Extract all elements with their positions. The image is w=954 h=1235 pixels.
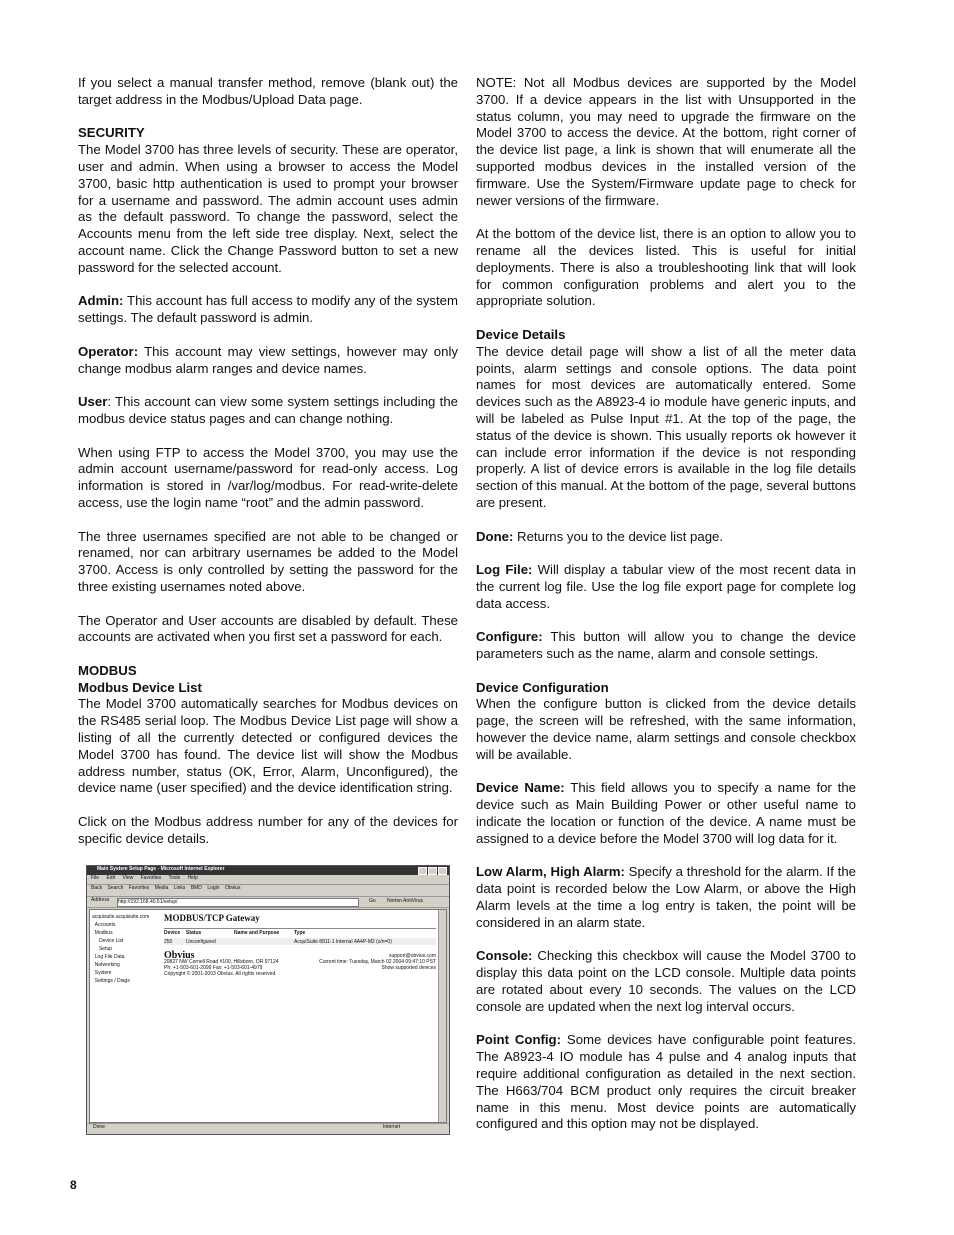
term-text: This field allows you to specify a name for the device such as Main Building Power or other useful name to indicate the location or function of the device. A name must be assigned to a device before the Model 3700 will log data for it. [476,780,857,846]
term-label: Log File: [476,562,533,578]
window-title: Main System Setup Page - Microsoft Internet Explorer [97,866,225,872]
obvius-logo: Obvius [164,950,195,961]
menu-item: Favorites [140,875,162,881]
toolbar-item: Obvius [224,885,241,891]
paragraph: The Operator and User accounts are disabled by default. These accounts are activated when you first set a password for each. [78,612,458,645]
address-line: 20827 NW Cornell Road #100, Hillsboro, OR 97124 [164,959,279,965]
menu-bar [87,875,449,885]
term-label: Device Name: [476,780,565,796]
menu-item: File [91,875,100,881]
logfile-paragraph [476,562,856,612]
device-details-heading: Device Details [476,326,566,342]
paragraph: The Model 3700 automatically searches for Modbus devices on the RS485 serial loop. The Modbus Device List page will show a listing of all the currently detected or configured devices the Model 3700 has found. The device list will show the Modbus address number, status (OK, Error, Alarm, Unconfigured), the device name (user specified) and the device identification string. [78,696,458,796]
toolbar-item: Login [207,885,220,891]
row-device: 250 [164,939,173,945]
toolbar-item: Links [173,885,186,891]
right-column [476,75,856,1150]
window-buttons [417,867,447,877]
menu-item: Help [187,875,198,881]
term-text: This account may view settings, however may only change modbus alarm ranges and device names. [78,343,458,376]
page-number: 8 [70,1178,77,1192]
tree-item: Setup [98,946,113,952]
paragraph: When using FTP to access the Model 3700, you may use the admin account username/password for read-only access. Log information is stored in /var/log/modbus. For read-write-delete access, use the login name “root” and the admin password. [78,444,458,510]
alarm-paragraph [476,864,856,931]
left-column [78,75,458,864]
paragraph: The device detail page will show a list of all the meter data points, alarm settings and console options. The data point names for most devices are automatically entered. Some devices such as the A8923-4 io module have generic inputs, and will be labeled as Pulse Input #1. At the top of the page, the status of the device is shown. This usually reports ok however it can include error information if the device is not responding properly. A list of device errors is available in the log file details section of this manual. At the bottom of the page, several buttons are present. [476,343,856,510]
security-heading: SECURITY [78,125,145,141]
term-text: Will display a tabular view of the most recent data in the current log file. Use the log file export page for complete log data access. [476,562,856,611]
status-bar [87,1123,449,1134]
admin-paragraph [78,293,458,327]
toolbar [87,885,449,897]
footer-right [319,953,436,971]
tree-item: Settings / Diags [94,978,130,984]
term-text: This account has full access to modify any of the system settings. The default password is admin. [78,293,458,326]
point-config-paragraph [476,1032,856,1133]
col-status: Status [186,930,202,936]
device-name-paragraph [476,780,856,847]
term-label: Admin: [78,293,124,309]
row-type: AcquiSuite 8811-1 Internal 4A4P-M2 (s/n=0) [294,939,392,945]
paragraph: At the bottom of the device list, there is an option to allow you to rename all the devices listed. This is useful for initial deployments. There is also a troubleshooting link that will look for common configuration problems and alert you to the appropriate solution. [476,226,856,309]
page-footer [164,953,436,979]
copyright: Copyright © 2001-2003 Obvius. All rights reserved. [164,971,277,977]
table-row [164,938,436,945]
term-text: Some devices have configurable point features. The A8923-4 IO module has 4 pulse and 4 analog inputs that require additional configuration as detailed in the next section. The H663/704 BCM product only requires the circuit breaker name in this menu. Most device points are automatically configured and this option may not be displayed. [476,1032,856,1132]
device-table-header [164,928,436,938]
toolbar-item: Search [107,885,124,891]
paragraph: Click on the Modbus address number for any of the devices for specific device details. [78,814,458,846]
toolbar-item: Favorites [128,885,150,891]
term-label: Low Alarm, High Alarm: [476,864,625,880]
window-titlebar [87,866,449,875]
address-field: http://192.168.40.51/setup/ [117,898,359,907]
tree-item: System [94,970,112,976]
support-link: support@obvius.com [388,953,436,959]
tree-item: Accounts [94,922,116,928]
operator-paragraph [78,344,458,378]
nav-tree [92,914,158,986]
browser-screenshot [86,865,450,1135]
term-text: : This account can view some system settings including the modbus device status pages and can change nothing. [78,394,458,426]
paragraph: When the configure button is clicked from the device details page, the screen will be refreshed, with the same information, however the device name, alarm settings and console checkbox will be available. [476,696,856,762]
status-text: Done [93,1124,105,1130]
address-bar [87,897,449,908]
menu-item: View [122,875,134,881]
col-name: Name and Purpose [234,930,280,936]
term-text: Specify a threshold for the alarm. If the data point is recorded below the Low Alarm, or above the High Alarm levels at the time a log entry is taken, the point will be considered in an alarm state. [476,864,856,930]
toolbar-item: BMD [190,885,202,891]
toolbar-item: Media [154,885,169,891]
scrollbar [438,910,446,1122]
tree-item: Device List [98,938,124,944]
menu-item: Edit [106,875,116,881]
paragraph: If you select a manual transfer method, remove (blank out) the target address in the Modbus/Upload Data page. [78,75,458,107]
configure-paragraph [476,629,856,663]
term-label: Done: [476,528,514,544]
status-zone: Internet [383,1124,400,1130]
minimize-icon [418,867,427,875]
gateway-title: MODBUS/TCP Gateway [164,913,260,923]
term-label: Point Config: [476,1032,562,1048]
term-label: Console: [476,948,533,964]
term-text: This button will allow you to change the device parameters such as the name, alarm and console settings. [476,629,856,662]
browser-content [89,909,447,1123]
paragraph: The three usernames specified are not able to be changed or renamed, nor can arbitrary usernames be added to the Model 3700. Access is only controlled by setting the password for the three existing usernames noted above. [78,528,458,594]
term-label: Operator: [78,343,139,359]
device-configuration-heading: Device Configuration [476,679,609,695]
current-time: Current time: Tuesday, March 02 2004 09:47:10 PST [319,959,436,965]
close-icon [438,867,447,875]
term-label: Configure: [476,629,543,645]
address-label: Address [91,897,110,903]
gateway-panel [164,912,436,979]
tree-item: Modbus [94,930,113,936]
go-button: Go [369,898,376,904]
maximize-icon [428,867,437,875]
modbus-heading: MODBUS [78,662,137,678]
user-paragraph [78,394,458,428]
norton-label: Norton AntiVirus [387,898,424,904]
col-type: Type [294,930,306,936]
menu-item: Tools [168,875,181,881]
paragraph: NOTE: Not all Modbus devices are supported by the Model 3700. If a device appears in the list with Unsupported in the status column, you may need to upgrade the firmware on the Model 3700 to access the device. At the bottom, right corner of the device list page, a link is shown that will enumerate all the supported modbus devices in the installed version of the firmware. Use the System/Firmware update page to check for newer versions of the firmware. [476,75,856,208]
tree-item: Log File Data [94,954,125,960]
term-text: Checking this checkbox will cause the Model 3700 to display this data point on the LCD console. Multiple data points are rotated about every 10 seconds. The values on the LCD console are updated when the next log interval occurs. [476,948,856,1014]
supported-devices-link: Show supported devices [381,965,436,971]
row-status: Unconfigured [186,939,216,945]
phone-line: Ph: +1-503-601-2099 Fax: +1-503-601-4979 [164,965,263,971]
console-paragraph [476,948,856,1015]
paragraph: The Model 3700 has three levels of security. These are operator, user and admin. When using a browser to access the Model 3700, basic http authentication is used to prompt your browser for a username and password. The admin account uses admin as the default password. To change the password, select the Accounts menu from the left side tree display. Next, select the account name. Click the Change Password button to set a new password for the selected account. [78,142,458,275]
device-list-heading: Modbus Device List [78,679,202,695]
toolbar-item: Back [91,885,103,891]
tree-item: Networking [94,962,120,968]
tree-item: acquisuite.acquisuite.com [92,914,150,920]
done-paragraph [476,529,856,546]
term-text: Returns you to the device list page. [513,528,724,544]
col-device: Device [164,930,181,936]
term-label: User [78,394,108,410]
